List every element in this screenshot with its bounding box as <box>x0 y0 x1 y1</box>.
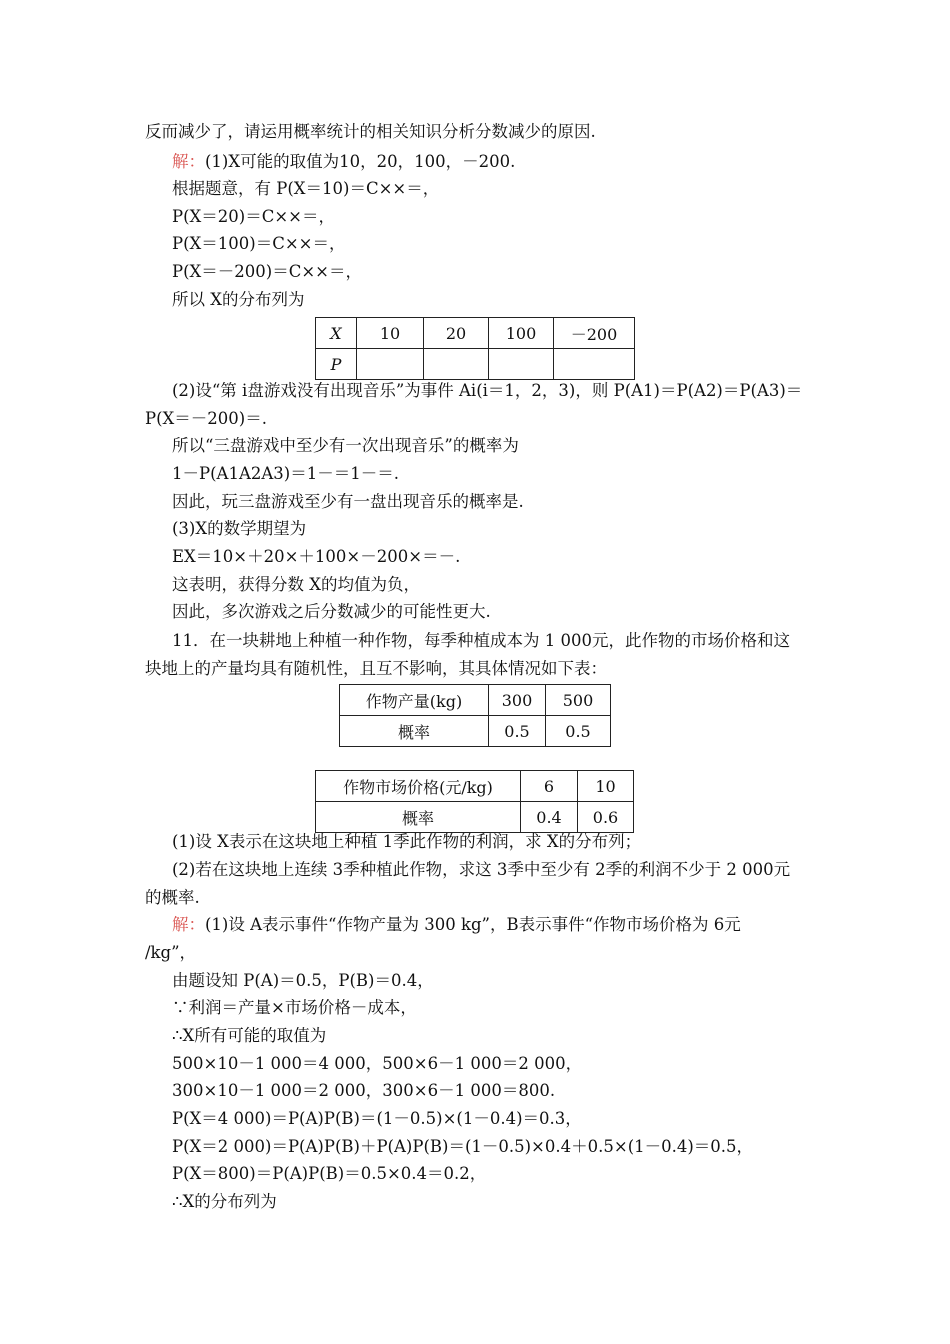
table-row <box>316 802 634 833</box>
table-cell: 作物市场价格(元/kg) <box>316 771 521 802</box>
text-line: /kg”， <box>145 943 197 962</box>
text-line: 1－P(A1A2A3)＝1－＝1－＝. <box>172 464 399 483</box>
solution-line <box>172 913 741 937</box>
text-line: 因此，多次游戏之后分数减少的可能性更大. <box>172 602 491 621</box>
solution-text: (1)设 A表示事件“作物产量为 300 kg”，B表示事件“作物市场价格为 6元 <box>205 915 741 934</box>
text-line: P(X＝－200)＝. <box>145 409 267 428</box>
table-cell: 300 <box>489 685 546 716</box>
sub-question-2-cont: 的概率. <box>145 888 200 907</box>
table-cell <box>357 349 424 380</box>
text-line: EX＝10×＋20×＋100×－200×＝－. <box>172 547 461 566</box>
table-cell: 10 <box>578 771 634 802</box>
solution-label: 解： <box>172 915 205 934</box>
text-line: 500×10－1 000＝4 000，500×6－1 000＝2 000， <box>172 1054 583 1073</box>
text-line: P(X＝－200)＝C××＝， <box>172 262 362 281</box>
question-11-line: 块地上的产量均具有随机性，且互不影响，其具体情况如下表： <box>145 659 607 678</box>
solution-text: (1)X可能的取值为10，20，100，－200. <box>205 152 516 171</box>
table-cell: 0.6 <box>578 802 634 833</box>
table-cell <box>424 349 489 380</box>
table-cell: 10 <box>357 318 424 349</box>
text-line: 300×10－1 000＝2 000，300×6－1 000＝800. <box>172 1081 556 1100</box>
table-cell: 6 <box>521 771 578 802</box>
table-cell: 100 <box>489 318 554 349</box>
text-line: 这表明，获得分数 X的均值为负， <box>172 575 420 594</box>
text-line: P(X＝800)＝P(A)P(B)＝0.5×0.4＝0.2， <box>172 1164 487 1183</box>
text-line: P(X＝2 000)＝P(A)P(B)＋P(A)P(B)＝(1－0.5)×0.4＋0.5×(1－0.4)＝0.5， <box>172 1137 754 1156</box>
table-cell: 20 <box>424 318 489 349</box>
table-cell: 0.5 <box>489 716 546 747</box>
distribution-table-x <box>315 317 635 380</box>
price-table <box>315 770 634 833</box>
table-cell: X <box>316 318 357 349</box>
table-cell: 概率 <box>316 802 521 833</box>
text-line: ∵利润＝产量×市场价格－成本， <box>172 998 417 1017</box>
table-row <box>316 349 635 380</box>
table-row <box>316 318 635 349</box>
table-cell: 0.5 <box>546 716 611 747</box>
table-cell: －200 <box>554 318 635 349</box>
text-line: 所以“三盘游戏中至少有一次出现音乐”的概率为 <box>172 436 519 455</box>
yield-table <box>339 684 611 747</box>
text-line: P(X＝20)＝C××＝， <box>172 207 335 226</box>
table-cell: 0.4 <box>521 802 578 833</box>
sub-question-1: (1)设 X表示在这块地上种植 1季此作物的利润，求 X的分布列； <box>172 832 642 851</box>
table-cell: 概率 <box>340 716 489 747</box>
table-row <box>316 771 634 802</box>
table-row <box>340 685 611 716</box>
sub-question-2: (2)若在这块地上连续 3季种植此作物，求这 3季中至少有 2季的利润不少于 2 000元 <box>172 860 791 879</box>
text-line: 由题设知 P(A)＝0.5，P(B)＝0.4， <box>172 971 434 990</box>
table-row <box>340 716 611 747</box>
table-cell: 作物产量(kg) <box>340 685 489 716</box>
table-cell: 500 <box>546 685 611 716</box>
solution-line <box>172 150 515 174</box>
table-cell <box>554 349 635 380</box>
table-cell <box>489 349 554 380</box>
text-line: P(X＝100)＝C××＝， <box>172 234 346 253</box>
text-line: 所以 X的分布列为 <box>172 290 305 309</box>
text-line: ∴X的分布列为 <box>172 1192 277 1211</box>
text-line: 根据题意，有 P(X＝10)＝C××＝， <box>172 179 440 198</box>
text-line: (2)设“第 i盘游戏没有出现音乐”为事件 Ai(i＝1，2，3)，则 P(A1)＝P(A2)＝P(A3)＝ <box>172 381 803 400</box>
table-cell: P <box>316 349 357 380</box>
question-11-line: 11．在一块耕地上种植一种作物，每季种植成本为 1 000元，此作物的市场价格和这 <box>172 631 790 650</box>
text-line: P(X＝4 000)＝P(A)P(B)＝(1－0.5)×(1－0.4)＝0.3， <box>172 1109 582 1128</box>
text-line: 因此，玩三盘游戏至少有一盘出现音乐的概率是. <box>172 492 524 511</box>
intro-text: 反而减少了，请运用概率统计的相关知识分析分数减少的原因. <box>145 122 596 141</box>
solution-label: 解： <box>172 152 205 171</box>
text-line: ∴X所有可能的取值为 <box>172 1026 327 1045</box>
text-line: (3)X的数学期望为 <box>172 519 307 538</box>
